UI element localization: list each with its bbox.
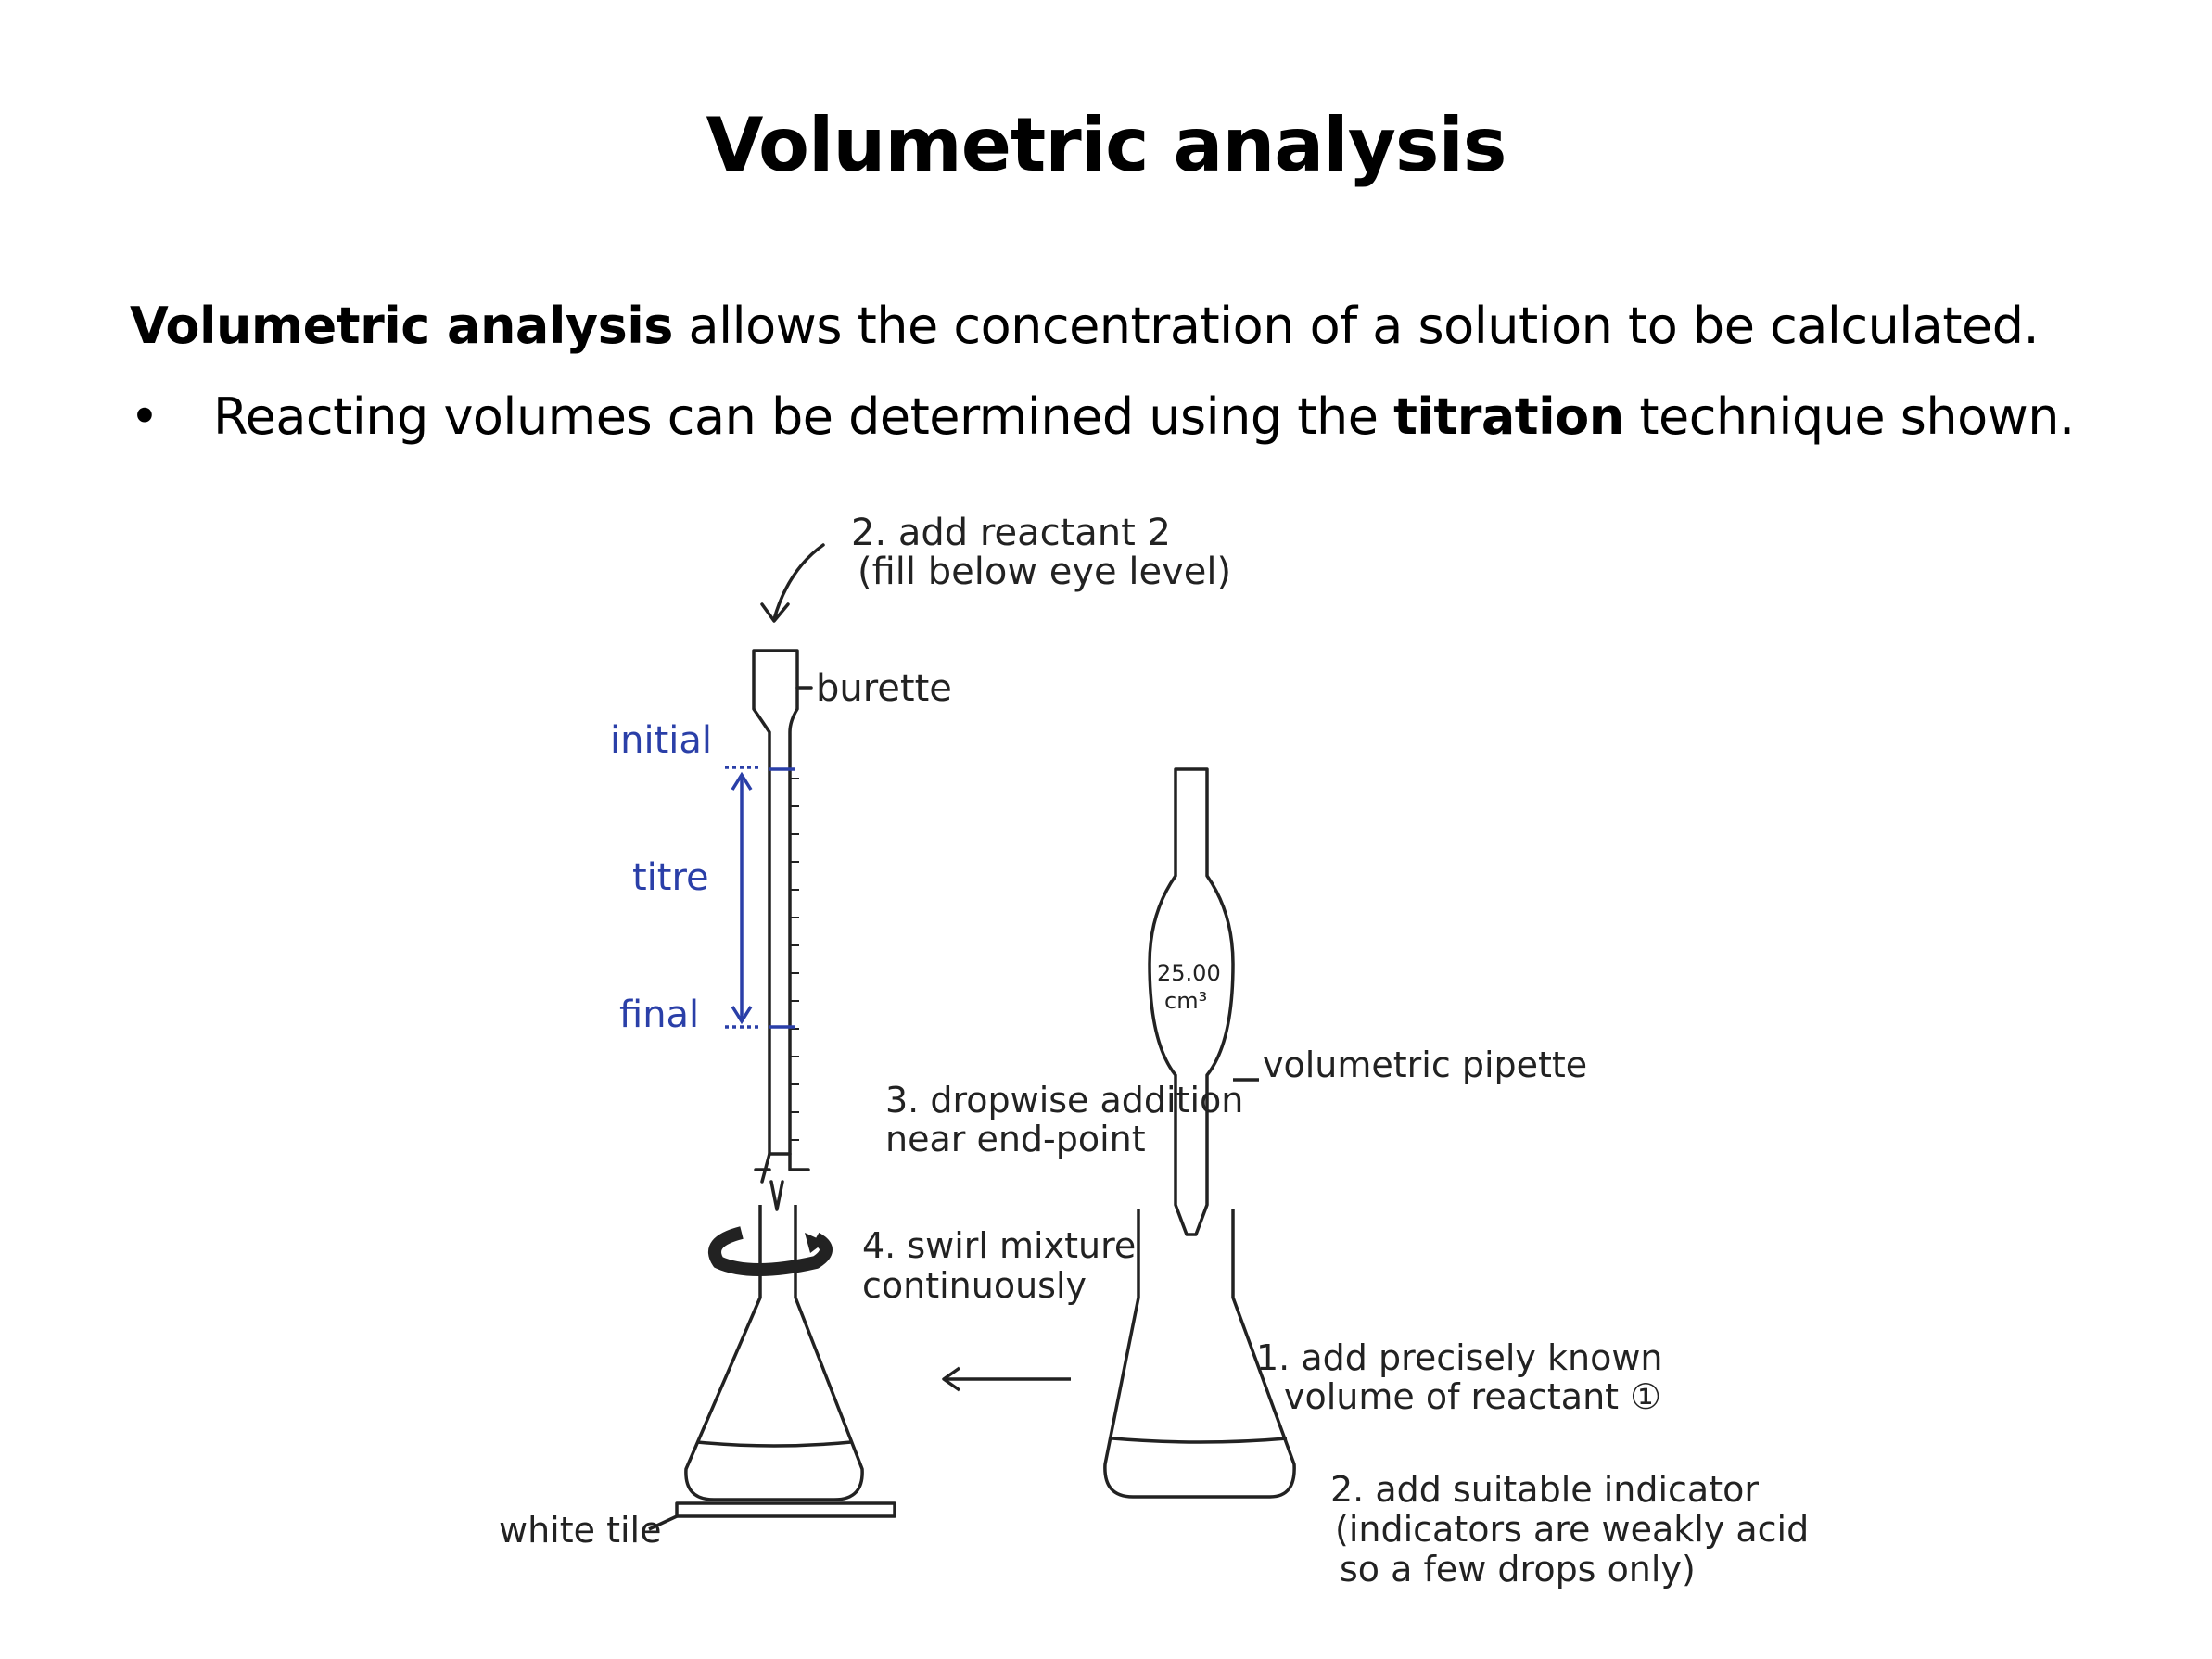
- burette-funnel: [754, 651, 797, 1154]
- add-precisely-line2: volume of reactant ①: [1284, 1376, 1662, 1417]
- add-indicator-line3: so a few drops only): [1340, 1549, 1696, 1589]
- volumetric-pipette-label: volumetric pipette: [1263, 1045, 1588, 1085]
- white-tile-label: white tile: [499, 1510, 662, 1551]
- intro-bold: Volumetric analysis: [130, 297, 673, 355]
- bullet-bold: titration: [1393, 387, 1624, 446]
- titre-label: titre: [632, 856, 709, 899]
- flask-right-liquid: [1112, 1438, 1287, 1442]
- bullet-marker: •: [130, 387, 159, 446]
- swirl-line1: 4. swirl mixture: [862, 1225, 1137, 1266]
- burette-tap: [756, 1154, 808, 1182]
- pipette-unit: cm³: [1164, 988, 1208, 1014]
- white-tile: [677, 1503, 895, 1516]
- add-precisely-line1: 1. add precisely known: [1256, 1337, 1663, 1378]
- swirl-icon: [715, 1233, 826, 1270]
- add-indicator-line1: 2. add suitable indicator: [1330, 1469, 1759, 1510]
- burette-label: burette: [816, 667, 952, 710]
- add-reactant-line2: (fill below eye level): [858, 551, 1232, 593]
- add-indicator-line2: (indicators are weakly acid: [1335, 1509, 1810, 1550]
- burette-tip: [771, 1182, 782, 1209]
- dropwise-line2: near end-point: [885, 1119, 1146, 1159]
- pipette-volume: 25.00: [1157, 960, 1221, 986]
- add-reactant-line1: 2. add reactant 2: [851, 512, 1171, 554]
- bullet-pre: Reacting volumes can be determined using the: [213, 387, 1394, 446]
- flask-left-liquid: [697, 1442, 851, 1446]
- intro-rest: allows the concentration of a solution to be calculated.: [672, 297, 2040, 355]
- page-title: Volumetric analysis: [706, 102, 1506, 188]
- initial-label: initial: [610, 719, 712, 762]
- bullet-post: technique shown.: [1623, 387, 2075, 446]
- fill-arrow: [774, 545, 823, 619]
- swirl-line2: continuously: [862, 1265, 1087, 1306]
- dropwise-line1: 3. dropwise addition: [885, 1080, 1244, 1121]
- final-label: final: [619, 994, 700, 1036]
